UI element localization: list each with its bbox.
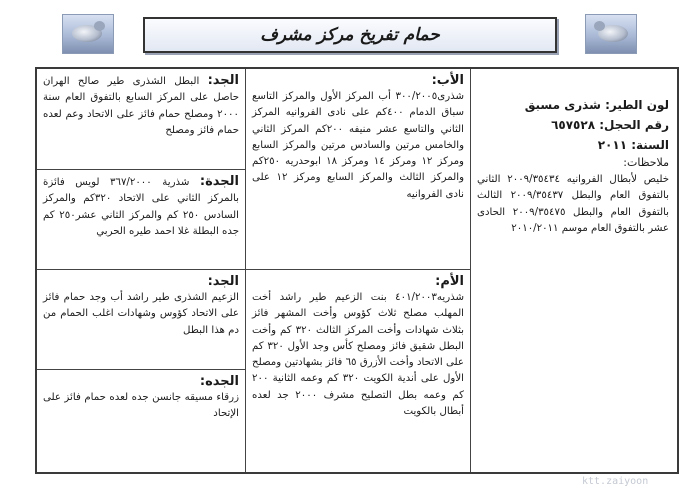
bird-color: لون الطير: شذرى مسبق — [524, 98, 669, 112]
granddam-maternal-text: زرقاء مسيقه جانسن جده لعده حمام فائز على الإتحاد — [43, 392, 239, 420]
pedigree-table — [35, 67, 679, 474]
pigeon-photo-left — [62, 14, 114, 54]
sire-text: شذرى٣٠٠/٢٠٠٥ أب المركز الأول والمركز التاسع سباق الدمام ٤٠٠كم على نادى الفروانيه المركز الثاني والتاسع عشر منيفه ٢٠٠كم المركز الثاني والخامس مرتين والسادس مرتين والمركز السابع ومركز ١٢ ومركز ١٤ ومركز ١٨ ابوحدريه ٢٥٠كم والمركز الثالث والمركز السابع ومركز ١٢ على نادى الفروانيه — [252, 91, 465, 200]
page-title: حمام تفريخ مركز مشرف — [143, 17, 557, 53]
granddam-maternal-cell — [37, 370, 245, 472]
pigeon-photo-right — [585, 14, 637, 54]
grandsire-maternal-cell — [37, 270, 245, 369]
granddam-paternal-cell — [37, 170, 245, 269]
grandsire-paternal-cell — [37, 69, 245, 169]
watermark: ktt.zaiyoon — [582, 476, 649, 487]
dam-text: شذريه٤٠١/٢٠٠٣ بنت الزعيم طير راشد أخت المهلب مصلح ثلاث كؤوس وأخت المشهر فائز بثلاث شهادات وأخت المركز الثالث ٣٢٠ كم وأخت البطل شقيق فائز ومصلح كأس وجد الأول ٣٢٠ كم على الاتحاد وأخت الأزرق ٦٥ فائز بشهادتين ومصلح الأول على أندية الكويت ٣٢٠ كم وعمه الثانية ٢٠٠ كم وعمه بطل التصليح مشرف ٢٠٠٠ جد لعده أبطال بالكويت — [252, 292, 465, 418]
dam-cell — [246, 270, 470, 472]
bird-info-panel — [471, 69, 677, 472]
dam-label: الأم: — [435, 274, 464, 289]
grandsire-maternal-label: الجد: — [207, 274, 239, 289]
notes-label: ملاحظات: — [623, 156, 669, 169]
grandsire-paternal-label: الجد: — [207, 73, 239, 88]
ring-number: رقم الحجل: ٦٥٧٥٢٨ — [551, 118, 669, 132]
granddam-paternal-text: شذرية ٣٦٧/٢٠٠٠ لويس فائزة بالمركز الثاني على الاتحاد ٣٢٠كم والمركز السادس ٢٥٠ كم والمركز الثاني عشر٢٥٠ كم جده البطلة غلا احمد طيره الحربي — [43, 177, 239, 237]
sire-label: الأب: — [431, 73, 464, 88]
bird-year: السنة: ٢٠١١ — [597, 138, 669, 152]
granddam-paternal-label: الجدة: — [199, 174, 239, 189]
grandsire-maternal-text: الزعيم الشذرى طير راشد أب وجد حمام فائز على الاتحاد كؤوس وشهادات اغلب الحمام من دم هذا البطل — [43, 292, 239, 336]
notes-text: خليص لأبطال الفروانيه ٢٠٠٩/٣٥٤٣٤ الثاني بالتفوق العام والبطل ٢٠٠٩/٣٥٤٣٧ الثالث بالتفوق العام والبطل ٢٠٠٩/٣٥٤٧٥ الحادى عشر بالتفوق العام موسم ٢٠١٠/٢٠١١ — [477, 173, 669, 234]
sire-cell — [246, 69, 470, 269]
granddam-maternal-label: الجده: — [199, 374, 239, 389]
grandsire-paternal-text: البطل الشذرى طير صالح الهران حاصل على المركز السابع بالتفوق العام سنة ٢٠٠٠ ومصلح حمام فائز على الاتحاد وعم لعده حمام فائز ومصلح — [43, 76, 239, 136]
